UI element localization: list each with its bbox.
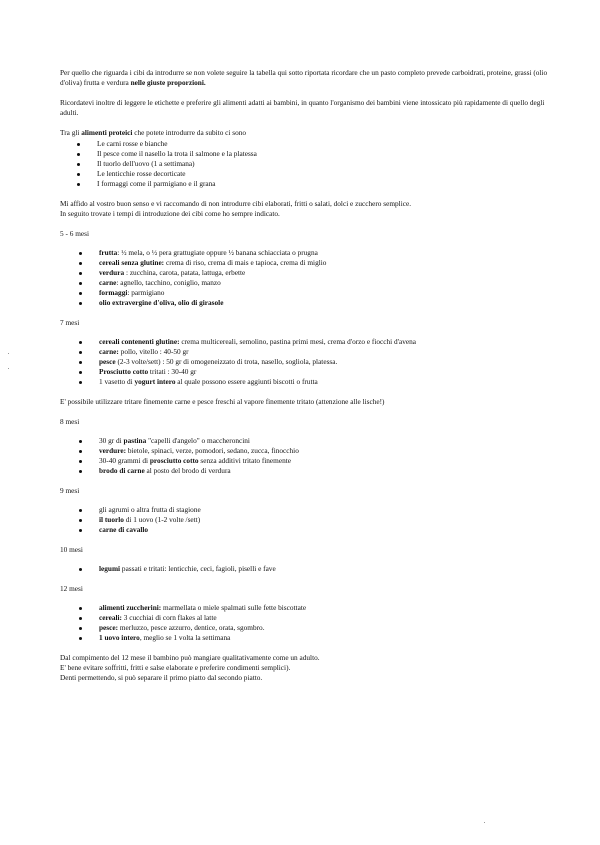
section-title-5-6-months: 5 - 6 mesi [60,229,89,238]
timeline-intro: In seguito trovate i tempi di introduzione dei cibi come ho sempre indicato. [60,209,280,218]
list-item: 30 gr di pastina "capelli d'angelo" o maccheroncini [60,436,560,446]
list-item: cereali contenenti glutine: crema multicereali, semolino, pastina primi mesi, crema d'orzo e fiocchi d'avena [60,337,560,347]
proteins-intro: Tra gli alimenti proteici che potete introdurre da subito ci sono [60,128,247,137]
proteins-list [60,139,560,189]
section-title-12-months: 12 mesi [60,584,83,593]
list-item: Le lenticchie rosse decorticate [60,169,560,179]
closing-line-1: Dal compimento del 12 mese il bambino può mangiare qualitativamente come un adulto. [60,653,320,662]
list-item: olio extravergine d'oliva, olio di girasole [60,298,560,308]
list-item: gli agrumi o altra frutta di stagione [60,505,560,515]
list-item: alimenti zuccherini: marmellata o miele spalmati sulle fette biscottate [60,603,560,613]
list-item: I formaggi come il parmigiano e il grana [60,179,560,189]
scan-speck [484,822,485,823]
list-item: verdura : zucchina, carota, patata, lattuga, erbette [60,268,560,278]
list-item: brodo di carne al posto del brodo di verdura [60,466,560,476]
list-item: 30-40 grammi di prosciutto cotto senza additivi tritato finemente [60,456,560,466]
list-item: carne di cavallo [60,525,560,535]
note-7-months: E' possibile utilizzare tritare finemente carne e pesce freschi al vapore finemente tritato (attenzione alle lische!) [60,397,385,406]
list-item: frutta: ½ mela, o ½ pera grattugiate oppure ½ banana schiacciata o prugna [60,248,560,258]
scan-speck [8,353,9,354]
list-item: cereali: 3 cucchiai di corn flakes al latte [60,613,560,623]
list-item: 1 vasetto di yogurt intero al quale possono essere aggiunti biscotti o frutta [60,377,560,387]
list-12-months [60,603,560,643]
section-title-10-months: 10 mesi [60,545,83,554]
section-title-9-months: 9 mesi [60,486,80,495]
section-title-7-months: 7 mesi [60,318,80,327]
list-10-months [60,564,560,574]
list-item: carne: pollo, vitello : 40-50 gr [60,347,560,357]
list-item: Prosciutto cotto tritati : 30-40 gr [60,367,560,377]
advice-paragraph: Mi affido al vostro buon senso e vi raccomando di non introdurre cibi elaborati, fritti o salati, dolci e zucchero semplice. [60,199,412,208]
list-8-months [60,436,560,476]
list-item: Le carni rosse e bianche [60,139,560,149]
list-7-months [60,337,560,387]
list-item: cereali senza glutine: crema di riso, crema di mais e tapioca, crema di miglio [60,258,560,268]
document-page [60,68,560,683]
section-title-8-months: 8 mesi [60,417,80,426]
list-item: pesce: merluzzo, pesce azzurro, dentice, orata, sgombro. [60,623,560,633]
closing-line-3: Denti permettendo, si può separare il primo piatto dal secondo piatto. [60,673,263,682]
list-item: carne: agnello, tacchino, coniglio, manzo [60,278,560,288]
intro-paragraph-1: Per quello che riguarda i cibi da introdurre se non volete seguire la tabella qui sotto riportata ricordare che un pasto completo prevede carboidrati, proteine, grassi (olio d'oliva) frutta e verdura nelle giuste proporzioni. [60,68,548,87]
list-item: verdure: bietole, spinaci, verze, pomodori, sedano, zucca, finocchio [60,446,560,456]
list-item: il tuorlo di 1 uovo (1-2 volte /sett) [60,515,560,525]
list-item: formaggi: parmigiano [60,288,560,298]
list-5-6-months [60,248,560,308]
intro-paragraph-2: Ricordatevi inoltre di leggere le etichette e preferire gli alimenti adatti ai bambini, in quanto l'organismo dei bambini viene intossicato più rapidamente di quello degli adulti. [60,98,545,117]
list-9-months [60,505,560,535]
list-item: 1 uovo intero, meglio se 1 volta la settimana [60,633,560,643]
scan-speck [8,368,9,369]
list-item: Il tuorlo dell'uovo (1 a settimana) [60,159,560,169]
list-item: Il pesce come il nasello la trota il salmone e la platessa [60,149,560,159]
closing-line-2: E' bene evitare soffritti, fritti e salse elaborate e preferire condimenti semplici). [60,663,291,672]
list-item: pesce (2-3 volte/sett) : 50 gr di omogeneizzato di trota, nasello, sogliola, platessa. [60,357,560,367]
list-item: legumi passati e tritati: lenticchie, ceci, fagioli, piselli e fave [60,564,560,574]
